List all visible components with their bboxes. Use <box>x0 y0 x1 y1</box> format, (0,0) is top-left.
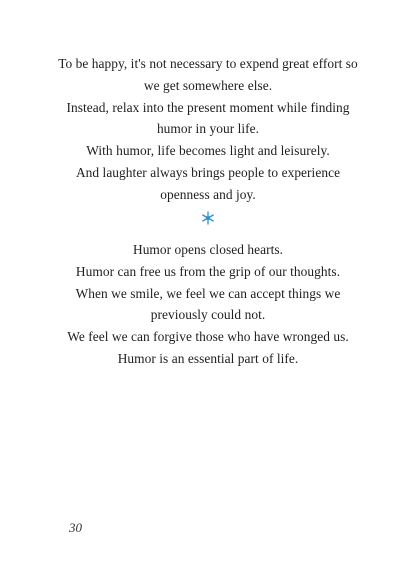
text-line: Humor is an essential part of life. <box>117 350 299 366</box>
text-line: we get somewhere else. <box>143 77 273 93</box>
text-line: Humor opens closed hearts. <box>132 242 284 257</box>
stanza-two <box>30 239 386 370</box>
text-line: When we smile, we feel we can accept things we <box>75 285 341 301</box>
page-number: 30 <box>69 520 82 535</box>
stanza-one <box>30 53 386 206</box>
text-line: And laughter always brings people to experience <box>75 164 341 180</box>
text-line: We feel we can forgive those who have wronged us. <box>67 329 349 345</box>
text-line: Instead, relax into the present moment while finding <box>66 99 350 115</box>
text-line: previously could not. <box>150 307 266 323</box>
text-line: humor in your life. <box>156 121 260 137</box>
text-line: To be happy, it's not necessary to expend great effort so <box>58 56 358 71</box>
snowflake-asterisk-icon <box>198 208 218 228</box>
text-line: With humor, life becomes light and leisurely. <box>86 143 330 159</box>
text-line: openness and joy. <box>160 186 256 202</box>
text-line: Humor can free us from the grip of our thoughts. <box>75 263 341 279</box>
